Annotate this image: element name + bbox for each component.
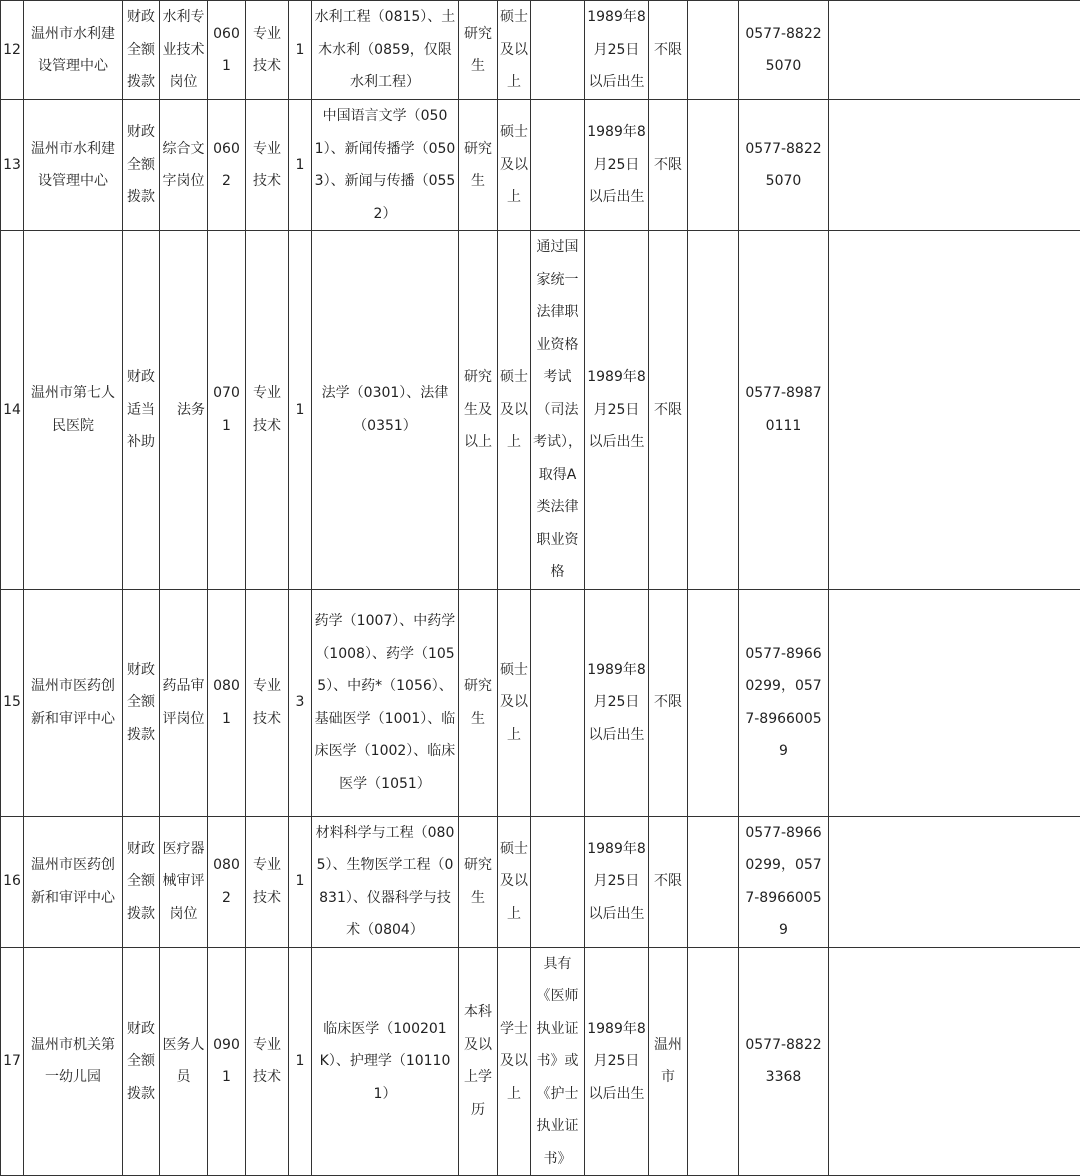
table-row bbox=[1, 947, 1080, 1176]
major-requirement: 法学（0301）、法律（0351） bbox=[312, 231, 459, 590]
contact-phone: 0577-89660299，0577-89660059 bbox=[739, 816, 829, 947]
table-row bbox=[1, 589, 1080, 816]
position-type: 专业技术 bbox=[246, 231, 289, 590]
empty-cell bbox=[829, 589, 1080, 816]
hire-count: 1 bbox=[289, 816, 312, 947]
other-requirement bbox=[531, 816, 585, 947]
age-requirement: 1989年8月25日以后出生 bbox=[585, 589, 649, 816]
empty-cell bbox=[829, 231, 1080, 590]
unit-name: 温州市水利建设管理中心 bbox=[24, 1, 123, 100]
position-name: 药品审评岗位 bbox=[160, 589, 208, 816]
major-requirement: 材料科学与工程（0805）、生物医学工程（0831）、仪器科学与技术（0804） bbox=[312, 816, 459, 947]
row-number: 14 bbox=[1, 231, 24, 590]
position-code: 0801 bbox=[208, 589, 246, 816]
age-requirement: 1989年8月25日以后出生 bbox=[585, 231, 649, 590]
hire-count: 1 bbox=[289, 947, 312, 1176]
funding-type: 财政全额拨款 bbox=[123, 589, 160, 816]
hire-count: 3 bbox=[289, 589, 312, 816]
unit-name: 温州市水利建设管理中心 bbox=[24, 100, 123, 231]
blank-cell bbox=[688, 231, 739, 590]
education-requirement: 研究生 bbox=[459, 589, 498, 816]
age-requirement: 1989年8月25日以后出生 bbox=[585, 100, 649, 231]
age-requirement: 1989年8月25日以后出生 bbox=[585, 1, 649, 100]
degree-requirement: 硕士及以上 bbox=[498, 816, 531, 947]
position-type: 专业技术 bbox=[246, 947, 289, 1176]
age-requirement: 1989年8月25日以后出生 bbox=[585, 816, 649, 947]
major-requirement: 药学（1007）、中药学（1008）、药学（1055）、中药*（1056）、基础医学（1001）、临床医学（1002）、临床医学（1051） bbox=[312, 589, 459, 816]
table-row bbox=[1, 1, 1080, 100]
empty-cell bbox=[829, 100, 1080, 231]
contact-phone: 0577-88225070 bbox=[739, 100, 829, 231]
blank-cell bbox=[688, 589, 739, 816]
residence-requirement: 不限 bbox=[649, 231, 688, 590]
other-requirement bbox=[531, 100, 585, 231]
major-requirement: 临床医学（100201K）、护理学（101101） bbox=[312, 947, 459, 1176]
position-name: 综合文字岗位 bbox=[160, 100, 208, 231]
position-type: 专业技术 bbox=[246, 589, 289, 816]
contact-phone: 0577-88225070 bbox=[739, 1, 829, 100]
position-type: 专业技术 bbox=[246, 816, 289, 947]
other-requirement: 通过国家统一法律职业资格考试（司法考试），取得A类法律职业资格 bbox=[531, 231, 585, 590]
blank-cell bbox=[688, 816, 739, 947]
residence-requirement: 温州市 bbox=[649, 947, 688, 1176]
residence-requirement: 不限 bbox=[649, 589, 688, 816]
unit-name: 温州市医药创新和审评中心 bbox=[24, 589, 123, 816]
blank-cell bbox=[688, 947, 739, 1176]
education-requirement: 研究生及以上 bbox=[459, 231, 498, 590]
unit-name: 温州市医药创新和审评中心 bbox=[24, 816, 123, 947]
position-type: 专业技术 bbox=[246, 1, 289, 100]
table-row bbox=[1, 816, 1080, 947]
position-code: 0602 bbox=[208, 100, 246, 231]
degree-requirement: 硕士及以上 bbox=[498, 1, 531, 100]
other-requirement bbox=[531, 1, 585, 100]
other-requirement: 具有《医师执业证书》或《护士执业证书》 bbox=[531, 947, 585, 1176]
row-number: 15 bbox=[1, 589, 24, 816]
empty-cell bbox=[829, 947, 1080, 1176]
row-number: 17 bbox=[1, 947, 24, 1176]
position-name: 水利专业技术岗位 bbox=[160, 1, 208, 100]
position-code: 0901 bbox=[208, 947, 246, 1176]
hire-count: 1 bbox=[289, 100, 312, 231]
blank-cell bbox=[688, 1, 739, 100]
major-requirement: 水利工程（0815）、土木水利（0859，仅限水利工程） bbox=[312, 1, 459, 100]
other-requirement bbox=[531, 589, 585, 816]
residence-requirement: 不限 bbox=[649, 100, 688, 231]
residence-requirement: 不限 bbox=[649, 816, 688, 947]
position-code: 0701 bbox=[208, 231, 246, 590]
education-requirement: 本科及以上学历 bbox=[459, 947, 498, 1176]
funding-type: 财政全额拨款 bbox=[123, 816, 160, 947]
degree-requirement: 硕士及以上 bbox=[498, 100, 531, 231]
degree-requirement: 硕士及以上 bbox=[498, 231, 531, 590]
funding-type: 财政适当补助 bbox=[123, 231, 160, 590]
contact-phone: 0577-89870111 bbox=[739, 231, 829, 590]
major-requirement: 中国语言文学（0501）、新闻传播学（0503）、新闻与传播（0552） bbox=[312, 100, 459, 231]
table-row bbox=[1, 231, 1080, 590]
row-number: 16 bbox=[1, 816, 24, 947]
row-number: 13 bbox=[1, 100, 24, 231]
unit-name: 温州市机关第一幼儿园 bbox=[24, 947, 123, 1176]
hire-count: 1 bbox=[289, 1, 312, 100]
blank-cell bbox=[688, 100, 739, 231]
unit-name: 温州市第七人民医院 bbox=[24, 231, 123, 590]
contact-phone: 0577-88223368 bbox=[739, 947, 829, 1176]
table-row bbox=[1, 100, 1080, 231]
education-requirement: 研究生 bbox=[459, 100, 498, 231]
contact-phone: 0577-89660299，0577-89660059 bbox=[739, 589, 829, 816]
funding-type: 财政全额拨款 bbox=[123, 947, 160, 1176]
funding-type: 财政全额拨款 bbox=[123, 1, 160, 100]
position-code: 0601 bbox=[208, 1, 246, 100]
position-type: 专业技术 bbox=[246, 100, 289, 231]
funding-type: 财政全额拨款 bbox=[123, 100, 160, 231]
position-name: 医疗器械审评岗位 bbox=[160, 816, 208, 947]
position-name: 医务人员 bbox=[160, 947, 208, 1176]
education-requirement: 研究生 bbox=[459, 1, 498, 100]
residence-requirement: 不限 bbox=[649, 1, 688, 100]
degree-requirement: 硕士及以上 bbox=[498, 589, 531, 816]
empty-cell bbox=[829, 816, 1080, 947]
degree-requirement: 学士及以上 bbox=[498, 947, 531, 1176]
education-requirement: 研究生 bbox=[459, 816, 498, 947]
position-name: 法务 bbox=[160, 231, 208, 590]
row-number: 12 bbox=[1, 1, 24, 100]
empty-cell bbox=[829, 1, 1080, 100]
age-requirement: 1989年8月25日以后出生 bbox=[585, 947, 649, 1176]
hire-count: 1 bbox=[289, 231, 312, 590]
position-code: 0802 bbox=[208, 816, 246, 947]
